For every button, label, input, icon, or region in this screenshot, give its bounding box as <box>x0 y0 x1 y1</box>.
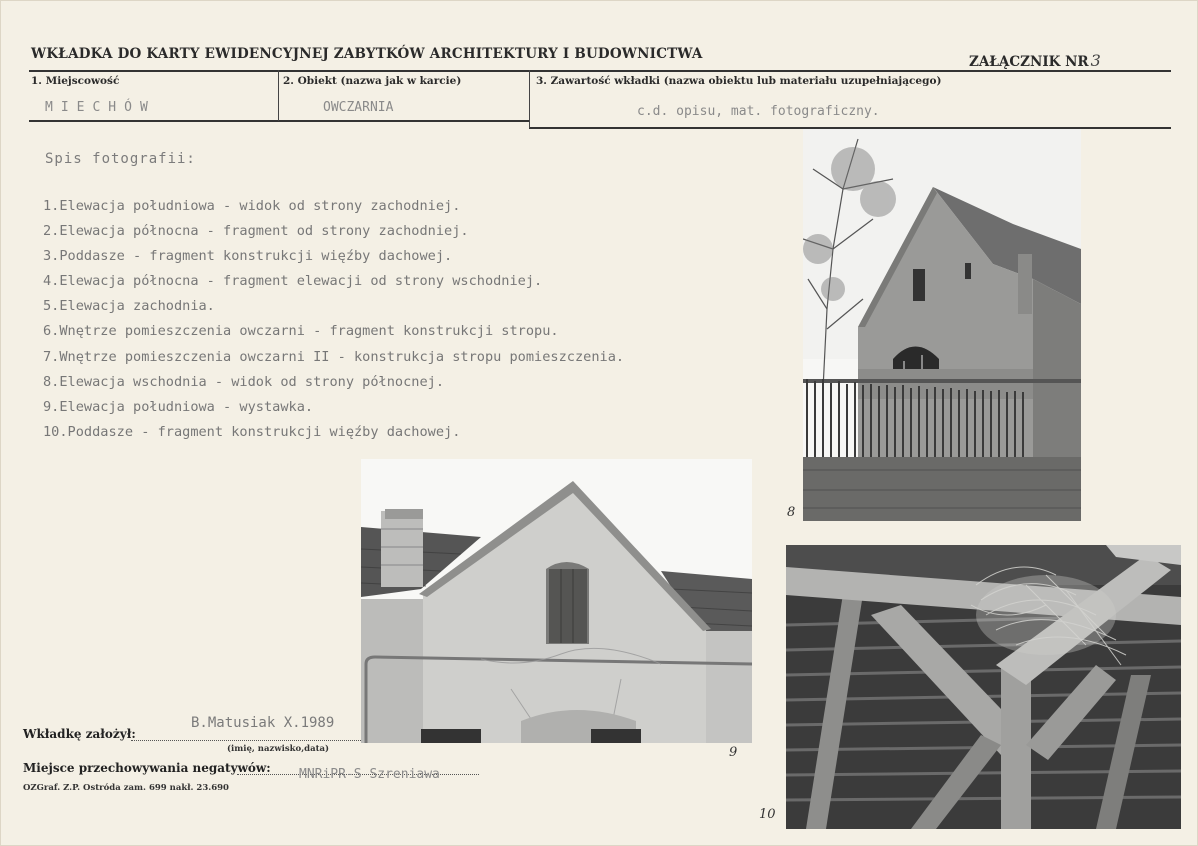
photo-10-image <box>786 545 1181 829</box>
author-label: Wkładkę założył: <box>23 727 136 741</box>
photo-list-item: 10.Poddasze - fragment konstrukcji więźby dachowej. <box>43 423 461 440</box>
photo-list <box>43 194 624 445</box>
negatives-value: MNRiPR-S Szreniawa <box>299 767 440 782</box>
photo-8-number: 8 <box>787 505 796 520</box>
photo-list-item: 5.Elewacja zachodnia. <box>43 298 215 315</box>
photo-list-item: 1.Elewacja południowa - widok od strony zachodniej. <box>43 198 461 214</box>
photo-list-title: Spis fotografii: <box>45 151 196 167</box>
contents-value: c.d. opisu, mat. fotograficzny. <box>637 104 880 119</box>
contents-label: 3. Zawartość wkładki (nazwa obiektu lub materiału uzupełniającego) <box>536 75 942 87</box>
photo-list-item: 9.Elewacja południowa - wystawka. <box>43 398 314 415</box>
photo-8-image <box>803 129 1081 521</box>
object-label: 2. Obiekt (nazwa jak w karcie) <box>283 75 462 87</box>
author-dotted-line <box>131 739 361 741</box>
photo-list-item: 4.Elewacja północna - fragment elewacji od strony wschodniej. <box>43 273 543 290</box>
photo-list-item: 8.Elewacja wschodnia - widok od strony północnej. <box>43 373 445 390</box>
photo-list-item: 2.Elewacja północna - fragment od strony zachodniej. <box>43 223 469 240</box>
photo-9-image <box>361 459 752 743</box>
negatives-label: Miejsce przechowywania negatywów: <box>23 761 271 775</box>
form-title: WKŁADKA DO KARTY EWIDENCYJNEJ ZABYTKÓW ARCHITEKTURY I BUDOWNICTWA <box>31 46 703 62</box>
header-rule <box>29 70 1171 72</box>
object-value: OWCZARNIA <box>323 100 394 115</box>
annex-number: 3 <box>1090 51 1101 70</box>
photo-8-east-elevation <box>803 129 1081 521</box>
photo-9-number: 9 <box>729 745 738 760</box>
photo-list-item: 7.Wnętrze pomieszczenia owczarni II - konstrukcja stropu pomieszczenia. <box>43 348 625 365</box>
author-value: B.Matusiak X.1989 <box>191 715 335 731</box>
photo-9-south-elevation <box>361 459 752 743</box>
field-divider-1 <box>278 70 279 121</box>
fields-bottom-rule-left <box>29 120 529 122</box>
annex-label <box>969 51 1101 70</box>
photo-list-item: 3.Poddasze - fragment konstrukcji więźby dachowej. <box>43 248 453 265</box>
photo-10-attic-truss <box>786 545 1181 829</box>
photo-list-item: 6.Wnętrze pomieszczenia owczarni - fragment konstrukcji stropu. <box>43 323 559 340</box>
locality-label: 1. Miejscowość <box>31 75 120 87</box>
annex-label-text: ZAŁĄCZNIK NR <box>969 54 1089 70</box>
field-divider-2 <box>529 70 530 128</box>
author-caption: (imię, nazwisko,data) <box>227 744 330 754</box>
photo-10-number: 10 <box>759 807 776 822</box>
locality-value: MIECHÓW <box>45 100 156 115</box>
printer-imprint: OZGraf. Z.P. Ostróda zam. 699 nakł. 23.690 <box>23 783 229 793</box>
